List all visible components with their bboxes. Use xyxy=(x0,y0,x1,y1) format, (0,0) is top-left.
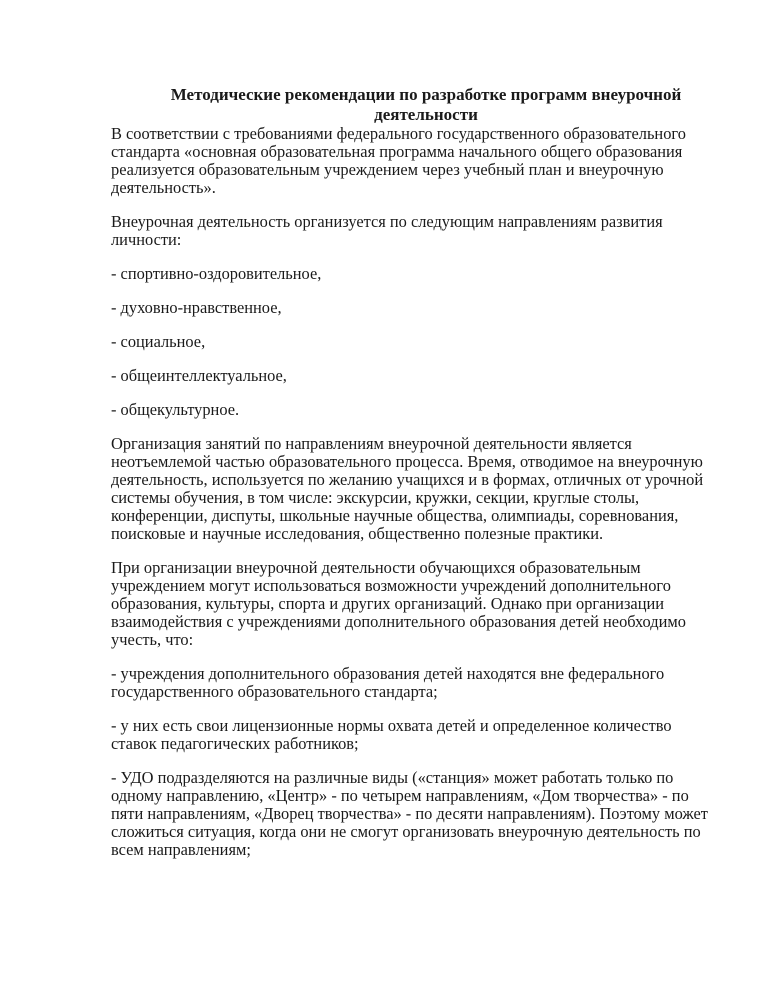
paragraph-fgos: В соответствии с требованиями федерального государственного образовательного стандарта «основная образовательная программа начального общего образования реализуется образовательным учреждением через учебный план и внеурочную деятельность». xyxy=(111,124,686,197)
spacer xyxy=(111,701,721,717)
spacer xyxy=(111,543,721,559)
spacer xyxy=(111,283,721,299)
list-item-moral: - духовно-нравственное, xyxy=(111,298,282,317)
paragraph-cooperation: При организации внеурочной деятельности обучающихся образовательным учреждением могут использоваться возможности учреждений дополнительного образования, культуры, спорта и других организаций. Однако при организации взаимодействия с учреждениями дополнительного образования детей необходимо учесть, что: xyxy=(111,558,686,649)
list-item-intellectual: - общеинтеллектуальное, xyxy=(111,366,287,385)
spacer xyxy=(111,385,721,401)
paragraph-directions-intro: Внеурочная деятельность организуется по следующим направлениям развития личности: xyxy=(111,212,663,249)
list-item-social: - социальное, xyxy=(111,332,206,351)
spacer xyxy=(111,419,721,435)
list-item-cultural: - общекультурное. xyxy=(111,400,240,419)
document-page xyxy=(111,85,721,859)
list-item-license-norms: - у них есть свои лицензионные нормы охвата детей и определенное количество ставок педагогических работников; xyxy=(111,716,672,753)
document-title: Методические рекомендации по разработке программ внеурочной деятельности xyxy=(170,85,682,124)
spacer xyxy=(111,197,721,213)
list-item-outside-standard: - учреждения дополнительного образования детей находятся вне федерального государственного образовательного стандарта; xyxy=(111,664,665,701)
spacer xyxy=(111,351,721,367)
paragraph-organization: Организация занятий по направлениям внеурочной деятельности является неотъемлемой частью образовательного процесса. Время, отводимое на внеурочную деятельность, используется по желанию учащихся и в формах, отличных от урочной системы обучения, в том числе: экскурсии, кружки, секции, круглые столы, конференции, диспуты, школьные научные общества, олимпиады, соревнования, поисковые и научные исследования, общественно полезные практики. xyxy=(111,434,704,543)
spacer xyxy=(111,249,721,265)
spacer xyxy=(111,317,721,333)
list-item-udo-types: - УДО подразделяются на различные виды («станция» может работать только по одному направлению, «Центр» - по четырем направлениям, «Дом творчества» - по пяти направлениям, «Дворец творчества» - по десяти направлениям). Поэтому может сложиться ситуация, когда они не смогут организовать внеурочную деятельность по всем направлениям; xyxy=(111,768,708,859)
spacer xyxy=(111,753,721,769)
list-item-sport: - спортивно-оздоровительное, xyxy=(111,264,322,283)
spacer xyxy=(111,649,721,665)
